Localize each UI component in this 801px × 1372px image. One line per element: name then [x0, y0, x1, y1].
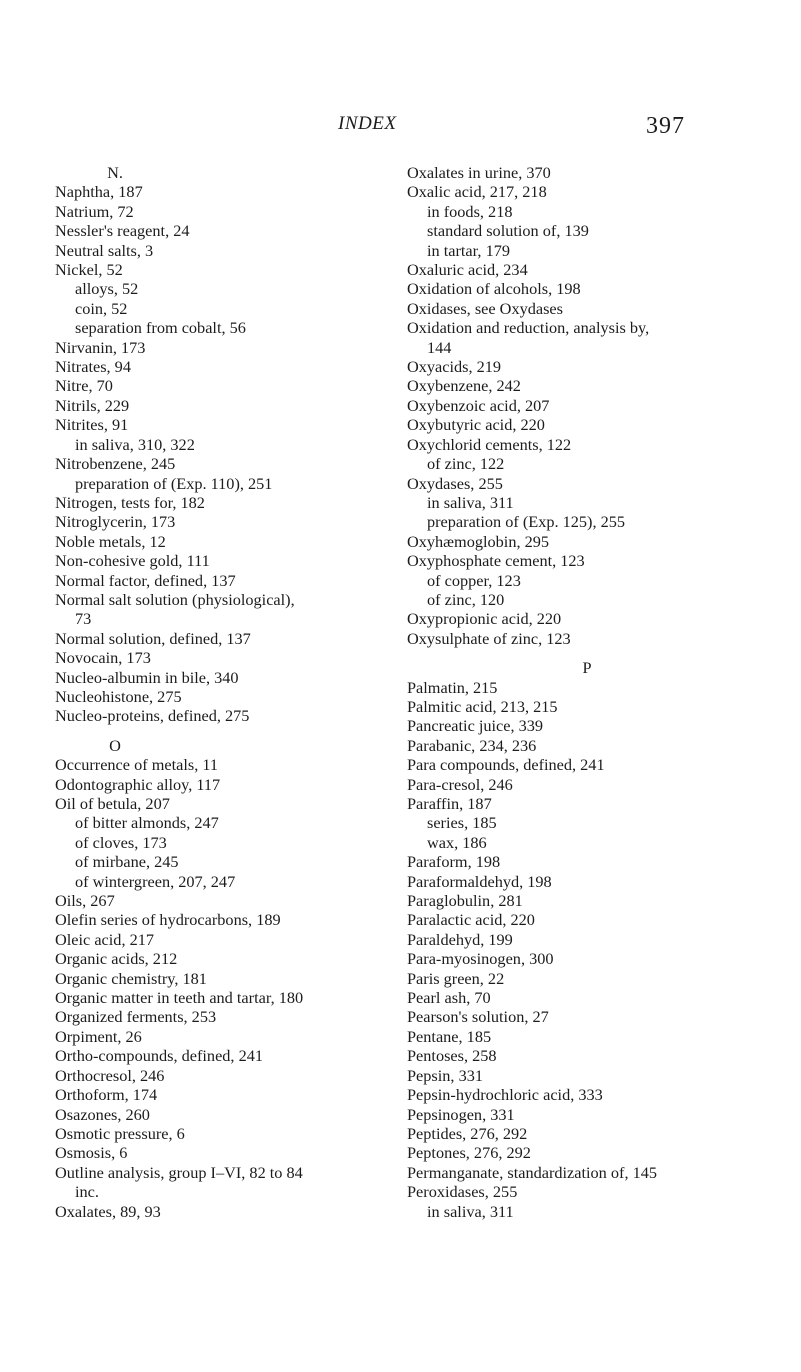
index-subentry: of zinc, 120 [427, 589, 505, 609]
index-entry: Oxyhæmoglobin, 295 [407, 531, 550, 551]
index-entry: Pepsinogen, 331 [407, 1104, 515, 1124]
index-entry: Paraformaldehyd, 198 [407, 871, 552, 891]
index-entry: Oxalic acid, 217, 218 [407, 182, 547, 202]
index-entry: Nitre, 70 [55, 376, 113, 396]
index-entry: Pearson's solution, 27 [407, 1007, 549, 1027]
index-entry: Nitrobenzene, 245 [55, 454, 176, 474]
index-entry: Organic matter in teeth and tartar, 180 [55, 988, 304, 1008]
index-entry: Palmatin, 215 [407, 677, 498, 697]
index-entry: Oxaluric acid, 234 [407, 260, 528, 280]
index-entry: Permanganate, standardization of, 145 [407, 1162, 658, 1182]
page-number: 397 [646, 113, 685, 139]
index-entry: Peptides, 276, 292 [407, 1123, 528, 1143]
index-entry: Normal factor, defined, 137 [55, 570, 236, 590]
index-entry: Peptones, 276, 292 [407, 1143, 531, 1163]
left-column [55, 163, 380, 1221]
index-entry: Osazones, 260 [55, 1104, 150, 1124]
index-entry: Organized ferments, 253 [55, 1007, 217, 1027]
index-entry: Nickel, 52 [55, 260, 123, 280]
index-entry: Peroxidases, 255 [407, 1182, 518, 1202]
index-subentry: of wintergreen, 207, 247 [75, 871, 236, 891]
index-entry: Nitrils, 229 [55, 395, 130, 415]
index-subentry: of zinc, 122 [427, 454, 505, 474]
index-entry: Outline analysis, group I–VI, 82 to 84 [55, 1162, 303, 1182]
index-subentry: series, 185 [427, 813, 497, 833]
index-entry: Orthocresol, 246 [55, 1065, 165, 1085]
index-subentry: standard solution of, 139 [427, 221, 589, 241]
index-entry: Nucleo-albumin in bile, 340 [55, 667, 239, 687]
index-subentry: in saliva, 311 [427, 492, 514, 512]
index-entry: Nirvanin, 173 [55, 337, 146, 357]
index-entry: Nitrogen, tests for, 182 [55, 492, 205, 512]
index-entry: Pepsin, 331 [407, 1065, 483, 1085]
index-entry: Orpiment, 26 [55, 1026, 142, 1046]
index-subentry: in foods, 218 [427, 201, 513, 221]
index-entry: Pentoses, 258 [407, 1046, 497, 1066]
index-entry: Normal salt solution (physiological), [55, 589, 295, 609]
index-entry: Oxyacids, 219 [407, 357, 502, 377]
index-subentry: of cloves, 173 [75, 832, 167, 852]
index-entry: Paraglobulin, 281 [407, 891, 523, 911]
index-entry: Occurrence of metals, 11 [55, 755, 219, 775]
index-entry: Oil of betula, 207 [55, 794, 170, 813]
index-entry: Noble metals, 12 [55, 531, 166, 551]
index-entry: Oils, 267 [55, 891, 115, 911]
index-entry: Nucleohistone, 275 [55, 686, 182, 706]
index-subentry: in saliva, 310, 322 [75, 434, 195, 454]
index-subentry: alloys, 52 [75, 279, 139, 299]
index-subentry: of bitter almonds, 247 [75, 813, 219, 833]
index-entry-continuation: inc. [75, 1182, 99, 1202]
index-entry: Naphtha, 187 [55, 182, 143, 202]
index-entry: Oxidation and reduction, analysis by, [407, 318, 650, 338]
index-entry: Normal solution, defined, 137 [55, 628, 251, 648]
index-entry: Paris green, 22 [407, 968, 505, 988]
index-subentry: of mirbane, 245 [75, 852, 179, 872]
index-entry: Paralactic acid, 220 [407, 910, 535, 930]
n-entries [55, 182, 380, 725]
index-entry: Non-cohesive gold, 111 [55, 551, 210, 571]
index-entry: Para compounds, defined, 241 [407, 755, 605, 775]
index-entry: Organic chemistry, 181 [55, 968, 207, 988]
index-entry: Olefin series of hydrocarbons, 189 [55, 910, 281, 930]
index-entry: Oleic acid, 217 [55, 929, 155, 949]
p-entries [407, 678, 782, 1221]
index-entry: Oxypropionic acid, 220 [407, 609, 562, 629]
index-entry: Paraldehyd, 199 [407, 929, 513, 949]
index-entry: Nitrites, 91 [55, 415, 129, 435]
index-entry: Neutral salts, 3 [55, 240, 154, 260]
index-entry: Pearl ash, 70 [407, 988, 491, 1008]
index-subentry: coin, 52 [75, 298, 128, 318]
index-entry: Odontographic alloy, 117 [55, 774, 221, 794]
index-entry: Novocain, 173 [55, 648, 151, 668]
index-entry: Paraform, 198 [407, 852, 501, 872]
index-entry: Pepsin-hydrochloric acid, 333 [407, 1085, 603, 1105]
index-entry-continuation: 144 [427, 337, 452, 357]
index-entry: Oxybenzoic acid, 207 [407, 395, 550, 415]
index-entry: Osmotic pressure, 6 [55, 1123, 185, 1143]
index-entry: Paraffin, 187 [407, 794, 492, 813]
index-entry: Nitroglycerin, 173 [55, 512, 176, 532]
index-subentry: in saliva, 311 [427, 1201, 514, 1221]
index-subentry: wax, 186 [427, 832, 487, 852]
index-subentry: in tartar, 179 [427, 240, 510, 260]
index-entry: Ortho-compounds, defined, 241 [55, 1046, 263, 1066]
section-letter-o: O [109, 735, 121, 755]
index-entry: Osmosis, 6 [55, 1143, 128, 1163]
index-subentry: of copper, 123 [427, 570, 521, 590]
index-entry: Natrium, 72 [55, 201, 134, 221]
index-subentry: preparation of (Exp. 125), 255 [427, 512, 626, 532]
index-entry: Oxydases, 255 [407, 473, 503, 493]
running-head: INDEX [338, 113, 397, 134]
index-entry: Oxychlorid cements, 122 [407, 434, 572, 454]
index-entry: Parabanic, 234, 236 [407, 735, 537, 755]
section-letter-p: P [582, 658, 592, 678]
index-subentry: separation from cobalt, 56 [75, 318, 246, 338]
o-entries [55, 755, 380, 1221]
index-entry-continuation: 73 [75, 609, 92, 629]
index-entry: Oxalates in urine, 370 [407, 163, 551, 182]
index-entry: Oxidation of alcohols, 198 [407, 279, 581, 299]
index-subentry: preparation of (Exp. 110), 251 [75, 473, 273, 493]
index-entry: Organic acids, 212 [55, 949, 178, 969]
o-entries-continued [407, 163, 782, 648]
index-entry: Oxybutyric acid, 220 [407, 415, 545, 435]
index-entry: Orthoform, 174 [55, 1085, 158, 1105]
index-entry: Oxysulphate of zinc, 123 [407, 628, 571, 648]
index-entry: Nucleo-proteins, defined, 275 [55, 706, 250, 726]
index-entry: Oxyphosphate cement, 123 [407, 551, 585, 571]
index-entry: Oxalates, 89, 93 [55, 1201, 161, 1221]
index-entry: Para-myosinogen, 300 [407, 949, 554, 969]
section-letter-n: N. [107, 163, 123, 182]
index-entry: Oxybenzene, 242 [407, 376, 521, 396]
index-entry: Para-cresol, 246 [407, 774, 513, 794]
right-column [407, 163, 782, 1221]
index-entry: Palmitic acid, 213, 215 [407, 696, 558, 716]
index-entry: Pancreatic juice, 339 [407, 716, 544, 736]
index-entry: Nessler's reagent, 24 [55, 221, 190, 241]
index-entry: Nitrates, 94 [55, 357, 131, 377]
index-entry: Pentane, 185 [407, 1026, 492, 1046]
index-entry: Oxidases, see Oxydases [407, 298, 563, 318]
